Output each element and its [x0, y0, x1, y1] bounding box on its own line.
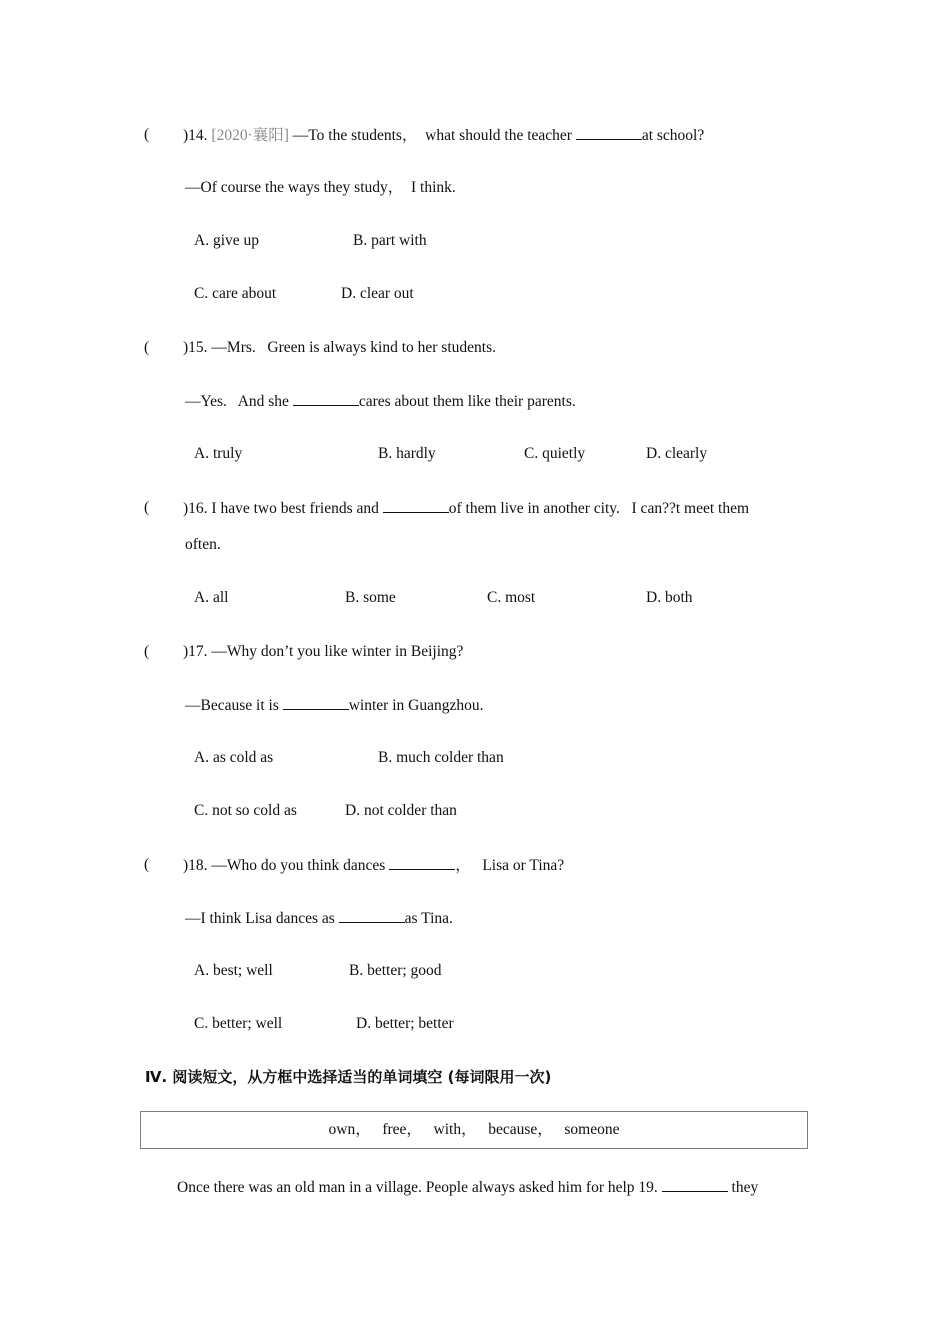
question-17-stem: [183, 642, 463, 662]
answer-blank[interactable]: [662, 1177, 728, 1192]
option-b: B. much colder than: [378, 749, 504, 766]
option-b: B. better; good: [349, 962, 442, 979]
answer-paren: (: [144, 856, 150, 873]
answer-paren: (: [144, 643, 150, 660]
answer-blank[interactable]: [576, 125, 642, 140]
question-number: )18.: [183, 857, 208, 874]
reply-text: cares about them like their parents.: [358, 393, 576, 410]
question-number: )17.: [183, 643, 208, 660]
option-a: A. best; well: [194, 962, 273, 979]
answer-blank[interactable]: [383, 498, 449, 513]
stem-text: —To the students， what should the teacher: [292, 127, 572, 144]
answer-blank[interactable]: [339, 908, 405, 923]
option-b: B. hardly: [378, 445, 436, 462]
question-15-reply: [185, 391, 576, 412]
option-d: D. better; better: [356, 1015, 454, 1032]
answer-blank[interactable]: [293, 391, 359, 406]
option-b: B. part with: [353, 232, 427, 249]
word-bank-box: own， free， with， because， someone: [140, 1111, 808, 1149]
question-number: )15.: [183, 339, 208, 356]
answer-paren: (: [144, 126, 150, 143]
option-d: D. clearly: [646, 445, 708, 462]
stem-text: at school?: [641, 127, 705, 144]
question-17-reply: [185, 695, 483, 716]
option-a: A. all: [194, 589, 229, 606]
reply-text: —I think Lisa dances as: [185, 910, 335, 927]
stem-text: of them live in another city. I can??t meet them: [448, 500, 750, 517]
question-source: [2020·襄阳]: [211, 127, 289, 144]
question-15-stem: [183, 338, 496, 358]
question-16-stem-cont: often.: [185, 536, 221, 553]
answer-blank[interactable]: [283, 695, 349, 710]
reply-text: —Because it is: [185, 697, 279, 714]
option-c: C. care about: [194, 285, 277, 302]
question-number: )14.: [183, 127, 208, 144]
option-a: A. truly: [194, 445, 243, 462]
stem-text: —Why don’t you like winter in Beijing?: [211, 643, 464, 660]
question-16-stem: [183, 498, 749, 519]
option-a: A. as cold as: [194, 749, 274, 766]
option-d: D. clear out: [341, 285, 414, 302]
option-d: D. not colder than: [345, 802, 457, 819]
question-18-reply: [185, 908, 453, 929]
stem-text: I have two best friends and: [211, 500, 379, 517]
stem-text: —Mrs. Green is always kind to her students.: [211, 339, 496, 356]
reply-text: —Yes. And she: [185, 393, 289, 410]
question-14-stem: [183, 125, 704, 146]
passage-text: [177, 1177, 758, 1198]
option-a: A. give up: [194, 232, 260, 249]
answer-paren: (: [144, 339, 150, 356]
stem-text: ， Lisa or Tina?: [455, 857, 565, 874]
question-number: )16.: [183, 500, 208, 517]
question-14-reply: —Of course the ways they study， I think.: [185, 179, 456, 196]
option-c: C. better; well: [194, 1015, 283, 1032]
passage-line: Once there was an old man in a village. People always asked him for help 19.: [177, 1179, 658, 1196]
option-d: D. both: [646, 589, 693, 606]
option-c: C. quietly: [524, 445, 586, 462]
option-c: C. most: [487, 589, 536, 606]
answer-blank[interactable]: [389, 855, 455, 870]
passage-line: they: [731, 1179, 759, 1196]
option-c: C. not so cold as: [194, 802, 297, 819]
answer-paren: (: [144, 499, 150, 516]
reply-text: as Tina.: [404, 910, 453, 927]
option-b: B. some: [345, 589, 396, 606]
stem-text: —Who do you think dances: [211, 857, 386, 874]
reply-text: winter in Guangzhou.: [348, 697, 484, 714]
section-heading: Ⅳ. 阅读短文，从方框中选择适当的单词填空 (每词限用一次): [145, 1068, 552, 1086]
question-18-stem: [183, 855, 564, 876]
